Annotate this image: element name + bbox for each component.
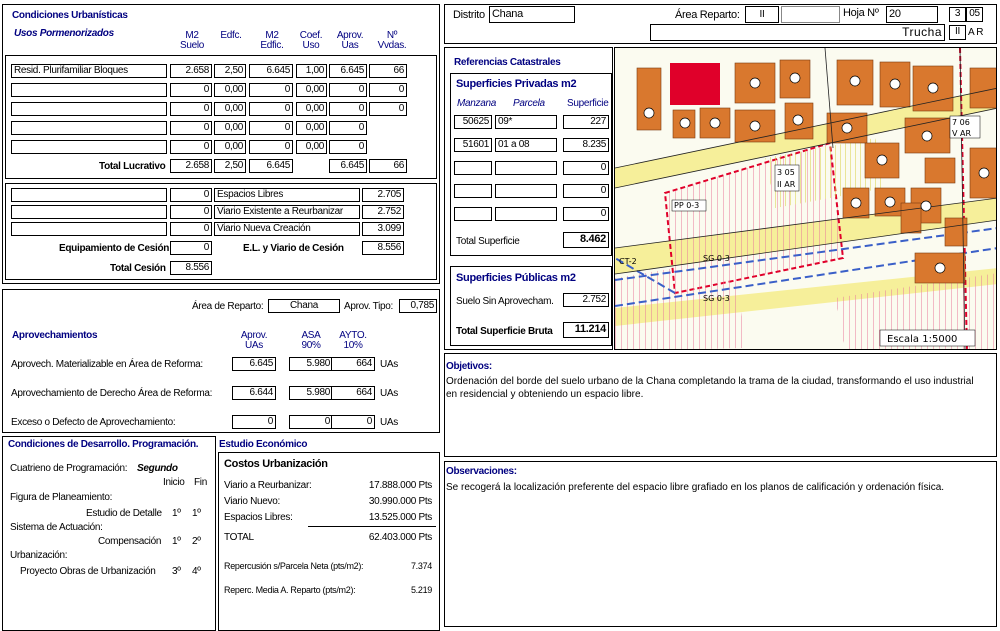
use-value-field[interactable]: 0 — [329, 102, 367, 116]
aprov-header: Aprov. UAs — [240, 330, 268, 351]
cesion-value-field[interactable]: 0 — [170, 188, 212, 202]
proy-fin: 4º — [192, 566, 201, 577]
estudio-inicio: 1º — [172, 508, 181, 519]
use-value-field[interactable]: 6.645 — [329, 64, 367, 78]
area-reparto-field[interactable]: Chana — [268, 299, 340, 313]
use-value-field[interactable]: 2,50 — [214, 64, 246, 78]
objetivos-panel — [444, 353, 997, 457]
total-lucrativo-field[interactable]: 2,50 — [214, 159, 246, 173]
map-scale-label: Escala 1:5000 — [887, 334, 958, 345]
equipamiento-label: Equipamiento de Cesión — [59, 243, 170, 254]
ar-label: A R — [968, 27, 984, 38]
usos-subtitle: Usos Pormenorizados — [14, 28, 114, 39]
aprov-value-field[interactable]: 0 — [331, 415, 375, 429]
costo-value: 13.525.000 Pts — [368, 512, 432, 523]
bruta-label: Total Superficie Bruta — [456, 326, 553, 337]
cond-header: M2 Edfic. — [260, 30, 284, 51]
use-value-field[interactable]: 0 — [249, 102, 293, 116]
comp-fin: 2º — [192, 536, 201, 547]
hoja-a-field[interactable]: 3 — [949, 7, 966, 22]
use-value-field[interactable]: 0 — [329, 140, 367, 154]
use-field[interactable] — [11, 140, 167, 154]
total-superficie-field[interactable]: 8.462 — [563, 232, 609, 248]
map-label-hoja: 3 05 — [777, 168, 795, 177]
map-label-pp: PP 0-3 — [674, 201, 700, 210]
sin-aprov-field[interactable]: 2.752 — [563, 293, 609, 307]
figura-label: Figura de Planeamiento: — [10, 492, 113, 503]
cesion-label-field[interactable]: Viario Existente a Reurbanizar — [214, 205, 360, 219]
cesion-right-field[interactable]: 2.752 — [362, 205, 404, 219]
aprov-row-label: Aprovechamiento de Derecho Área de Reforma: — [11, 388, 213, 399]
aprov-value-field[interactable]: 5.980 — [289, 386, 333, 400]
superficie-field[interactable]: 8.235 — [563, 138, 609, 152]
total-lucrativo-field[interactable]: 2.658 — [170, 159, 212, 173]
objetivos-title: Objetivos: — [446, 361, 492, 372]
parcela-field[interactable]: 09* — [495, 115, 557, 129]
sistema-label: Sistema de Actuación: — [10, 522, 103, 533]
observaciones-text: Se recogerá la localización preferente del espacio libre grafiado en los planos de calificación y ordenación física. — [446, 482, 945, 493]
parcela-field[interactable] — [495, 207, 557, 221]
costo-value: 30.990.000 Pts — [368, 496, 432, 507]
cesion-use-field[interactable] — [11, 205, 167, 219]
use-value-field[interactable]: 0 — [369, 83, 407, 97]
map-label-sg2: SG 0-3 — [703, 294, 730, 303]
use-value-field[interactable]: 0 — [170, 121, 212, 135]
cesion-right-field[interactable]: 3.099 — [362, 222, 404, 236]
aprov-row-label: Aprovech. Materializable en Área de Reforma: — [11, 359, 203, 370]
use-value-field[interactable]: 0,00 — [296, 140, 327, 154]
superficie-field[interactable]: 0 — [563, 184, 609, 198]
map-drawing — [615, 48, 997, 350]
aprov-tipo-label: Aprov. Tipo: — [344, 301, 394, 312]
compensacion-label: Compensación — [98, 536, 162, 547]
estudio-detalle-label: Estudio de Detalle — [86, 508, 162, 519]
hoja-b-field[interactable]: 05 — [966, 7, 983, 22]
privadas-title: Superficies Privadas m2 — [456, 78, 577, 90]
use-value-field[interactable]: 2.658 — [170, 64, 212, 78]
aprov-header: AYTO. 10% — [339, 330, 367, 351]
parcela-field[interactable] — [495, 161, 557, 175]
cond-header: Coef. Uso — [299, 30, 323, 51]
equipamiento-field[interactable]: 0 — [170, 241, 212, 255]
area-blank-field[interactable] — [781, 6, 840, 23]
use-value-field[interactable]: 0,00 — [214, 140, 246, 154]
parcela-field[interactable]: 01 a 08 — [495, 138, 557, 152]
highlight-block — [670, 63, 720, 105]
distrito-label: Distrito — [453, 9, 485, 21]
total-cesion-field[interactable]: 8.556 — [170, 261, 212, 275]
cesion-value-field[interactable]: 0 — [170, 205, 212, 219]
aprov-value-field[interactable]: 664 — [331, 357, 375, 371]
aprov-value-field[interactable]: 6.644 — [232, 386, 276, 400]
costos-title: Costos Urbanización — [224, 458, 328, 470]
cuatrienio-label: Cuatrieno de Programación: — [10, 463, 128, 474]
manzana-field[interactable] — [454, 184, 492, 198]
use-value-field[interactable]: 0,00 — [296, 102, 327, 116]
use-field[interactable] — [11, 102, 167, 116]
col-superficie: Superficie — [567, 98, 609, 109]
use-value-field[interactable]: 0,00 — [296, 83, 327, 97]
use-value-field[interactable]: 0 — [329, 83, 367, 97]
catastral-title: Referencias Catastrales — [454, 57, 561, 68]
repercusion-parcela-label: Repercusión s/Parcela Neta (pts/m2): — [224, 561, 364, 571]
hoja-label: Hoja Nº — [843, 7, 879, 19]
manzana-field[interactable]: 51601 — [454, 138, 492, 152]
manzana-field[interactable] — [454, 161, 492, 175]
cesion-use-field[interactable] — [11, 188, 167, 202]
map-label-hoja2: 7 06 — [952, 118, 970, 127]
aprov-tipo-field[interactable]: 0,785 — [399, 299, 437, 313]
cesion-right-field[interactable]: 2.705 — [362, 188, 404, 202]
aprov-value-field[interactable]: 664 — [331, 386, 375, 400]
publicas-title: Superficies Públicas m2 — [456, 272, 576, 284]
use-value-field[interactable]: 0 — [170, 140, 212, 154]
parcela-field[interactable] — [495, 184, 557, 198]
observaciones-title: Observaciones: — [446, 466, 517, 477]
total-cesion-label: Total Cesión — [110, 263, 166, 274]
cond-header: Nº Vvdas. — [377, 30, 407, 51]
repercusion-media-value: 5.219 — [410, 585, 432, 595]
manzana-field[interactable] — [454, 207, 492, 221]
cond-header: M2 Suelo — [179, 30, 205, 51]
costos-total-label: TOTAL — [224, 532, 254, 543]
col-parcela: Parcela — [513, 98, 545, 109]
aprov-value-field[interactable]: 6.645 — [232, 357, 276, 371]
cond-header: Aprov. Uas — [336, 30, 364, 51]
use-value-field[interactable]: 0,00 — [296, 121, 327, 135]
use-value-field[interactable]: 0 — [170, 83, 212, 97]
bruta-field[interactable]: 11.214 — [563, 322, 609, 338]
use-field[interactable]: Resid. Plurifamiliar Bloques — [11, 64, 167, 78]
repercusion-parcela-value: 7.374 — [410, 561, 432, 571]
hoja-field[interactable]: 20 — [886, 6, 938, 23]
use-value-field[interactable]: 6.645 — [249, 64, 293, 78]
cesion-value-field[interactable]: 0 — [170, 222, 212, 236]
total-lucrativo-field[interactable]: 6.645 — [329, 159, 367, 173]
map-label-sg1: SG 0-3 — [703, 254, 730, 263]
total-lucrativo-field[interactable]: 6.645 — [249, 159, 293, 173]
sin-aprov-label: Suelo Sin Aprovecham. — [456, 296, 554, 307]
aprov-unit: UAs — [380, 359, 398, 370]
use-value-field[interactable]: 0 — [249, 121, 293, 135]
map-label-ar: II AR — [777, 180, 796, 189]
use-field[interactable] — [11, 121, 167, 135]
use-field[interactable] — [11, 83, 167, 97]
roman-field[interactable]: II — [949, 25, 966, 40]
cond-header: Edfc. — [220, 30, 242, 41]
map-label-ar2: V AR — [952, 129, 972, 138]
proyecto-label: Proyecto Obras de Urbanización — [20, 566, 156, 577]
name-field[interactable]: Trucha — [650, 24, 945, 41]
economico-title: Estudio Económico — [219, 439, 308, 450]
urbanizacion-label: Urbanización: — [10, 550, 68, 561]
costo-label: Viario Nuevo: — [224, 496, 280, 507]
el-viario-field[interactable]: 8.556 — [362, 241, 404, 255]
repercusion-media-label: Reperc. Media A. Reparto (pts/m2): — [224, 585, 356, 595]
aprovechamientos-title: Aprovechamientos — [12, 330, 98, 341]
use-value-field[interactable]: 0,00 — [214, 121, 246, 135]
area-reparto-header-field[interactable]: II — [745, 6, 779, 23]
distrito-field[interactable]: Chana — [489, 6, 575, 23]
use-value-field[interactable]: 66 — [369, 64, 407, 78]
area-reparto-label: Área de Reparto: — [192, 301, 264, 312]
desarrollo-title: Condiciones de Desarrollo. Programación. — [8, 439, 199, 450]
use-value-field[interactable]: 0,00 — [214, 83, 246, 97]
col-manzana: Manzana — [457, 98, 497, 109]
condiciones-title: Condiciones Urbanísticas — [12, 10, 128, 21]
costo-label: Viario a Reurbanizar: — [224, 480, 312, 491]
el-viario-label: E.L. y Viario de Cesión — [243, 243, 344, 254]
cesion-label-field[interactable]: Viario Nueva Creación — [214, 222, 360, 236]
costo-value: 17.888.000 Pts — [368, 480, 432, 491]
aprov-value-field[interactable]: 5.980 — [289, 357, 333, 371]
proy-inicio: 3º — [172, 566, 181, 577]
inicio-label: Inicio — [163, 477, 185, 488]
aprov-value-field[interactable]: 0 — [232, 415, 276, 429]
aprov-unit: UAs — [380, 417, 398, 428]
use-value-field[interactable]: 0 — [170, 102, 212, 116]
cuatrienio-value: Segundo — [137, 463, 178, 474]
manzana-field[interactable]: 50625 — [454, 115, 492, 129]
area-reparto-header-label: Área Reparto: — [675, 9, 740, 21]
use-value-field[interactable]: 0 — [329, 121, 367, 135]
fin-label: Fin — [194, 477, 207, 488]
use-value-field[interactable]: 1,00 — [296, 64, 327, 78]
use-value-field[interactable]: 0,00 — [214, 102, 246, 116]
total-lucrativo-label: Total Lucrativo — [99, 161, 166, 172]
objetivos-text: Ordenación del borde del suelo urbano de la Chana completando la trama de la ciudad, transformando el uso industrial en residencial y obteniendo un espacio libre. — [446, 376, 974, 400]
cesion-use-field[interactable] — [11, 222, 167, 236]
costo-label: Espacios Libres: — [224, 512, 293, 523]
use-value-field[interactable]: 0 — [369, 102, 407, 116]
estudio-fin: 1º — [192, 508, 201, 519]
comp-inicio: 1º — [172, 536, 181, 547]
map-label-ct: CT-2 — [619, 257, 637, 266]
aprov-row-label: Exceso o Defecto de Aprovechamiento: — [11, 417, 176, 428]
total-divider — [308, 526, 436, 527]
superficie-field[interactable]: 227 — [563, 115, 609, 129]
location-map[interactable] — [614, 47, 997, 350]
costos-total-value: 62.403.000 Pts — [368, 532, 432, 543]
aprov-header: ASA 90% — [301, 330, 321, 351]
superficie-field[interactable]: 0 — [563, 207, 609, 221]
aprov-unit: UAs — [380, 388, 398, 399]
use-value-field[interactable]: 0 — [249, 83, 293, 97]
total-superficie-label: Total Superficie — [456, 236, 520, 247]
superficie-field[interactable]: 0 — [563, 161, 609, 175]
use-value-field[interactable]: 0 — [249, 140, 293, 154]
total-lucrativo-field[interactable]: 66 — [369, 159, 407, 173]
aprov-value-field[interactable]: 0 — [289, 415, 333, 429]
cesion-label-field[interactable]: Espacios Libres — [214, 188, 360, 202]
